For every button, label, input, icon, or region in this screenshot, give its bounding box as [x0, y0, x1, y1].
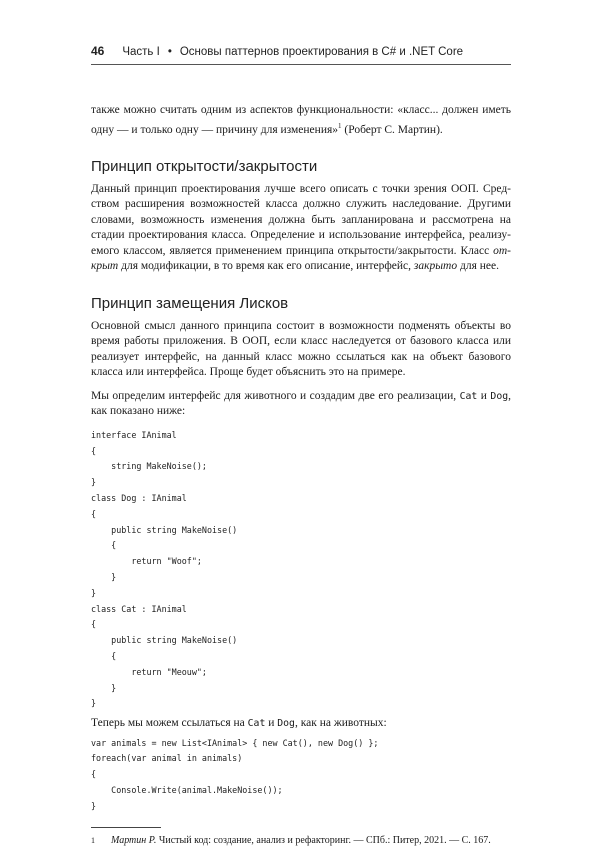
footnote-author: Мартин Р.: [111, 834, 157, 846]
footnote-ref: 1: [338, 121, 342, 130]
section-heading-liskov: Принцип замещения Лисков: [91, 294, 289, 312]
book-title: Основы паттернов проектирования в C# и .NET Core: [179, 46, 464, 58]
page-number: 46: [91, 44, 105, 58]
open-closed-paragraph: Данный принцип проектирования лучше всего описать с точки зрения ООП. Сред- ством расширения возможностей класса должно служить наследование. Другими словами, возможность изменения должна быть запланирована и рассмотрена на стадии проектирования класса. Определение и использование интерфейса, реализу- емого классом, является применением принципа открытости/закрытости. Класс от-крыт для модификации, в то время как его описание, интерфейс, закрыто для нее.: [91, 182, 511, 273]
footnote-rule: [91, 827, 161, 828]
book-page: [91, 44, 511, 847]
intro-paragraph: также можно считать одним из аспектов функциональности: «класс... должен иметь одну — и только одну — причину для изменения»$^1$ (Роберт С. Мартин).: [91, 104, 511, 136]
liskov-paragraph: Основной смысл данного принципа состоит в возможности подменять объекты во время работы приложения. В ООП, если класс наследуется от базового класса или реализует интерфейс, на данный класс можно ссылаться как на объект базового класса или интерфейса. Проще будет объяснить это на примере.: [91, 319, 511, 379]
code-listing-interface: interface IAnimal { string MakeNoise(); } class Dog : IAnimal { public string MakeNoise() { return "Woof"; } } class Cat : IAnimal { public string MakeNoise() { return "Meouw"; } }: [91, 429, 238, 709]
footnote-mark: 1: [91, 835, 95, 845]
reference-paragraph: Теперь мы можем ссылаться на Cat и Dog, как на животных:: [91, 717, 387, 730]
code-listing-usage: var animals = new List<IAnimal> { new Cat(), new Dog() }; foreach(var animal in animals) { Console.Write(animal.MakeNoise()); }: [91, 737, 379, 811]
interface-intro-paragraph: Мы определим интерфейс для животного и создадим две его реализации, Cat и Dog, как показано ниже:: [91, 389, 511, 418]
header-rule: [91, 64, 511, 65]
running-header: [91, 44, 511, 58]
footnote: [91, 834, 511, 847]
footnote-text: Чистый код: создание, анализ и рефакторинг. — СПб.: Питер, 2021. — С. 167.: [156, 834, 491, 846]
bullet-icon: •: [167, 46, 172, 58]
part-label: Часть I: [122, 46, 160, 58]
section-heading-open-closed: Принцип открытости/закрытости: [91, 157, 318, 175]
